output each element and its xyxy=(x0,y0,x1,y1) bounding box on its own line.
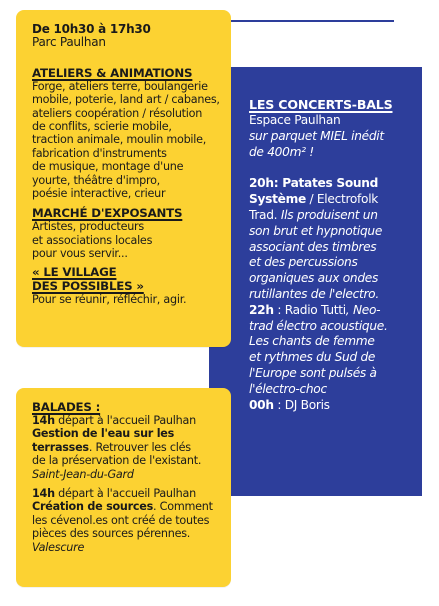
concert-3-heading xyxy=(249,398,410,414)
concert-2-heading xyxy=(249,303,410,319)
balade-2-depart xyxy=(32,487,217,500)
concert-1-desc-line: associant des timbres xyxy=(249,239,377,254)
ateliers-line: mobile, poterie, land art / cabanes, xyxy=(32,93,220,107)
concert-1-genre-1: / Electrofolk xyxy=(305,192,379,207)
concert-1-time: 20h xyxy=(249,176,274,191)
concert-2-desc-line: l'Europe sont pulsés à xyxy=(249,365,377,380)
place-line: Parc Paulhan xyxy=(32,35,106,50)
ateliers-line: ateliers coopération / résolution xyxy=(32,106,203,120)
balade-2-line: pièces des sources pérennes. xyxy=(32,527,191,541)
balade-2-text-1: . Comment xyxy=(153,500,213,514)
concerts-venue-note-2: de 400m² ! xyxy=(249,144,314,159)
balade-1-title-1: Gestion de l'eau sur les xyxy=(32,427,175,441)
concert-1-name-1: : Patates Sound xyxy=(273,176,379,191)
balade-1-depart xyxy=(32,414,217,427)
balade-1-line: de la préservation de l'existant. xyxy=(32,454,202,468)
top-rule xyxy=(228,20,394,22)
concert-1-name-2: Système xyxy=(249,192,306,207)
balades-card xyxy=(16,388,231,587)
ateliers-line: Forge, ateliers terre, boulangerie xyxy=(32,79,208,93)
village-title-2: DES POSSIBLES » xyxy=(32,278,144,293)
concerts-venue: Espace Paulhan xyxy=(249,113,341,127)
balade-1-line-3 xyxy=(32,441,217,454)
balade-2-line: les cévenol.es ont créé de toutes xyxy=(32,513,210,527)
program-card xyxy=(16,10,231,347)
concert-1-desc-1: Ils produisent un xyxy=(277,207,378,222)
balades-title: BALADES : xyxy=(32,400,101,414)
concert-2-desc-line: l'électro-choc xyxy=(249,381,327,396)
village-line: Pour se réunir, réfléchir, agir. xyxy=(32,292,187,306)
concert-2-after: , Neo- xyxy=(345,302,381,317)
concert-1-line-2 xyxy=(249,192,410,208)
balade-1-time: 14h xyxy=(32,414,55,427)
ateliers-line: yourte, théâtre d'impro, xyxy=(32,173,160,187)
concert-1-desc-line: organiques aux ondes xyxy=(249,271,379,286)
balade-1-depart-text: départ à l'accueil Paulhan xyxy=(54,414,196,427)
ateliers-line: poésie interactive, crieur xyxy=(32,187,166,201)
concert-2-desc-line: trad électro acoustique. xyxy=(249,318,388,333)
balade-1-title-2: terrasses xyxy=(32,440,89,454)
balade-2-line-2 xyxy=(32,500,217,513)
village-title-1: « LE VILLAGE xyxy=(32,264,117,279)
concert-1-genre-2: Trad. xyxy=(249,207,278,222)
concerts-panel xyxy=(209,67,422,496)
concert-1-desc-line: rutillantes de l'electro. xyxy=(249,286,379,301)
ateliers-line: de musique, montage d'une xyxy=(32,160,184,174)
concert-1-desc-line: et des percussions xyxy=(249,255,358,270)
ateliers-line: fabrication d'instruments xyxy=(32,146,167,160)
concert-2-desc-line: Les chants de femme xyxy=(249,334,375,349)
concert-3-name: : DJ Boris xyxy=(273,397,330,412)
concert-3-time: 00h xyxy=(249,397,274,412)
balade-2-place: Valescure xyxy=(32,540,85,554)
balade-1-text-1: . Retrouver les clés xyxy=(88,440,191,454)
balade-1-place: Saint-Jean-du-Gard xyxy=(32,467,134,481)
hours-line: De 10h30 à 17h30 xyxy=(32,22,151,36)
marche-line: pour vous servir... xyxy=(32,247,128,261)
concert-2-desc-line: et rythmes du Sud de xyxy=(249,350,376,365)
marche-line: Artistes, producteurs xyxy=(32,220,144,234)
ateliers-line: traction animale, moulin mobile, xyxy=(32,133,207,147)
balade-2-time: 14h xyxy=(32,487,55,501)
concert-1-desc-line: son brut et hypnotique xyxy=(249,223,383,238)
concert-1-line-3 xyxy=(249,208,410,224)
marche-title: MARCHÉ D'EXPOSANTS xyxy=(32,206,183,221)
balade-2-title: Création de sources xyxy=(32,500,154,514)
marche-line: et associations locales xyxy=(32,233,153,247)
concert-1-heading xyxy=(249,176,410,192)
balade-2-depart-text: départ à l'accueil Paulhan xyxy=(54,487,196,501)
ateliers-line: de conflits, scierie mobile, xyxy=(32,120,172,134)
concerts-title: LES CONCERTS-BALS xyxy=(249,97,393,112)
ateliers-title: ATELIERS & ANIMATIONS xyxy=(32,65,193,80)
concerts-venue-note-1: sur parquet MIEL inédit xyxy=(249,128,384,143)
concert-2-time: 22h xyxy=(249,302,274,317)
concert-2-name: : Radio Tutti xyxy=(273,302,346,317)
